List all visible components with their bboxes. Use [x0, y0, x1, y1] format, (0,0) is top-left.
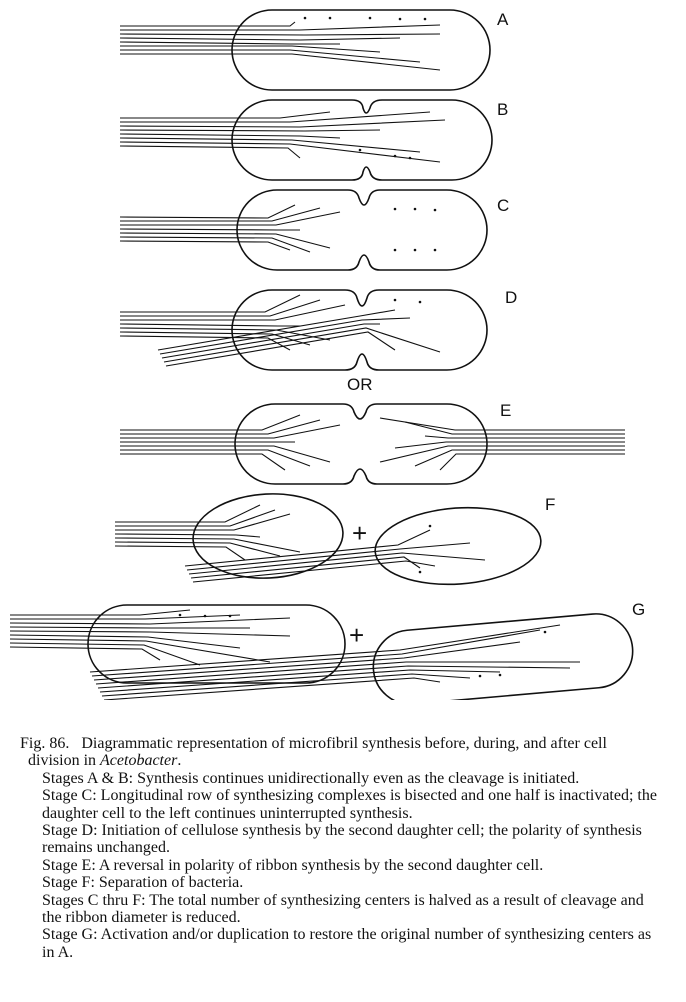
stage-e-right-ribbon [380, 418, 625, 470]
stage-f-right-cell [373, 502, 544, 589]
caption-fig-end: . [177, 752, 182, 770]
stage-label-f: F [545, 495, 556, 514]
stage-label-g: G [632, 600, 646, 619]
caption-fig-label: Fig. 86. [20, 735, 70, 752]
stage-c [120, 190, 509, 270]
stage-d [120, 288, 517, 370]
caption-stage-ab: Stages A & B: Synthesis continues unidirectionally even as the cleavage is initiated. [42, 769, 580, 787]
stage-g-right-cell [370, 611, 635, 700]
stage-label-d: D [505, 288, 518, 307]
caption-stage-e: Stage E: A reversal in polarity of ribbon synthesis by the second daughter cell. [42, 856, 544, 874]
stage-a [120, 10, 509, 90]
stage-d-right-ribbon [158, 310, 440, 366]
stage-e [120, 401, 625, 484]
stage-f-right-ribbon [185, 530, 485, 582]
caption-main [20, 735, 660, 770]
figure-caption [20, 735, 660, 961]
stage-g-right-ribbon [90, 625, 580, 700]
stage-g [10, 600, 645, 700]
caption-stage-d: Stage D: Initiation of cellulose synthesis by the second daughter cell; the polarity of synthesis remains unchanged. [42, 822, 642, 857]
stage-g-left-ribbon [10, 610, 290, 665]
stage-f [115, 490, 555, 590]
caption-stage-f: Stage F: Separation of bacteria. [42, 874, 244, 892]
or-separator: OR [347, 375, 373, 394]
stage-a-ribbon [120, 22, 440, 70]
caption-genus: Acetobacter [100, 752, 178, 770]
stage-c-ribbon [120, 205, 340, 252]
stage-f-plus: + [352, 518, 368, 548]
caption-stage-c-f: Stages C thru F: The total number of synthesizing centers is halved as a result of cleavage and the ribbon diameter is reduced. [42, 891, 644, 927]
stage-b-ribbon [120, 112, 445, 162]
stage-e-left-ribbon [120, 415, 340, 470]
stage-label-b: B [497, 100, 509, 119]
stage-label-a: A [497, 10, 509, 29]
caption-stage-g: Stage G: Activation and/or duplication to restore the original number of synthesizing centers as in A. [42, 926, 652, 961]
stage-b [120, 100, 508, 180]
caption-stage-c: Stage C: Longitudinal row of synthesizing complexes is bisected and one half is inactivated; the daughter cell to the left continues uninterrupted synthesis. [42, 787, 657, 822]
stage-g-plus: + [349, 620, 365, 650]
caption-fig-text: Diagrammatic representation of microfibril synthesis before, during, and after cell division in [28, 735, 607, 770]
stage-label-e: E [500, 401, 512, 420]
stage-e-cell [235, 404, 487, 484]
stage-label-c: C [497, 196, 510, 215]
stage-f-left-cell [191, 490, 345, 582]
